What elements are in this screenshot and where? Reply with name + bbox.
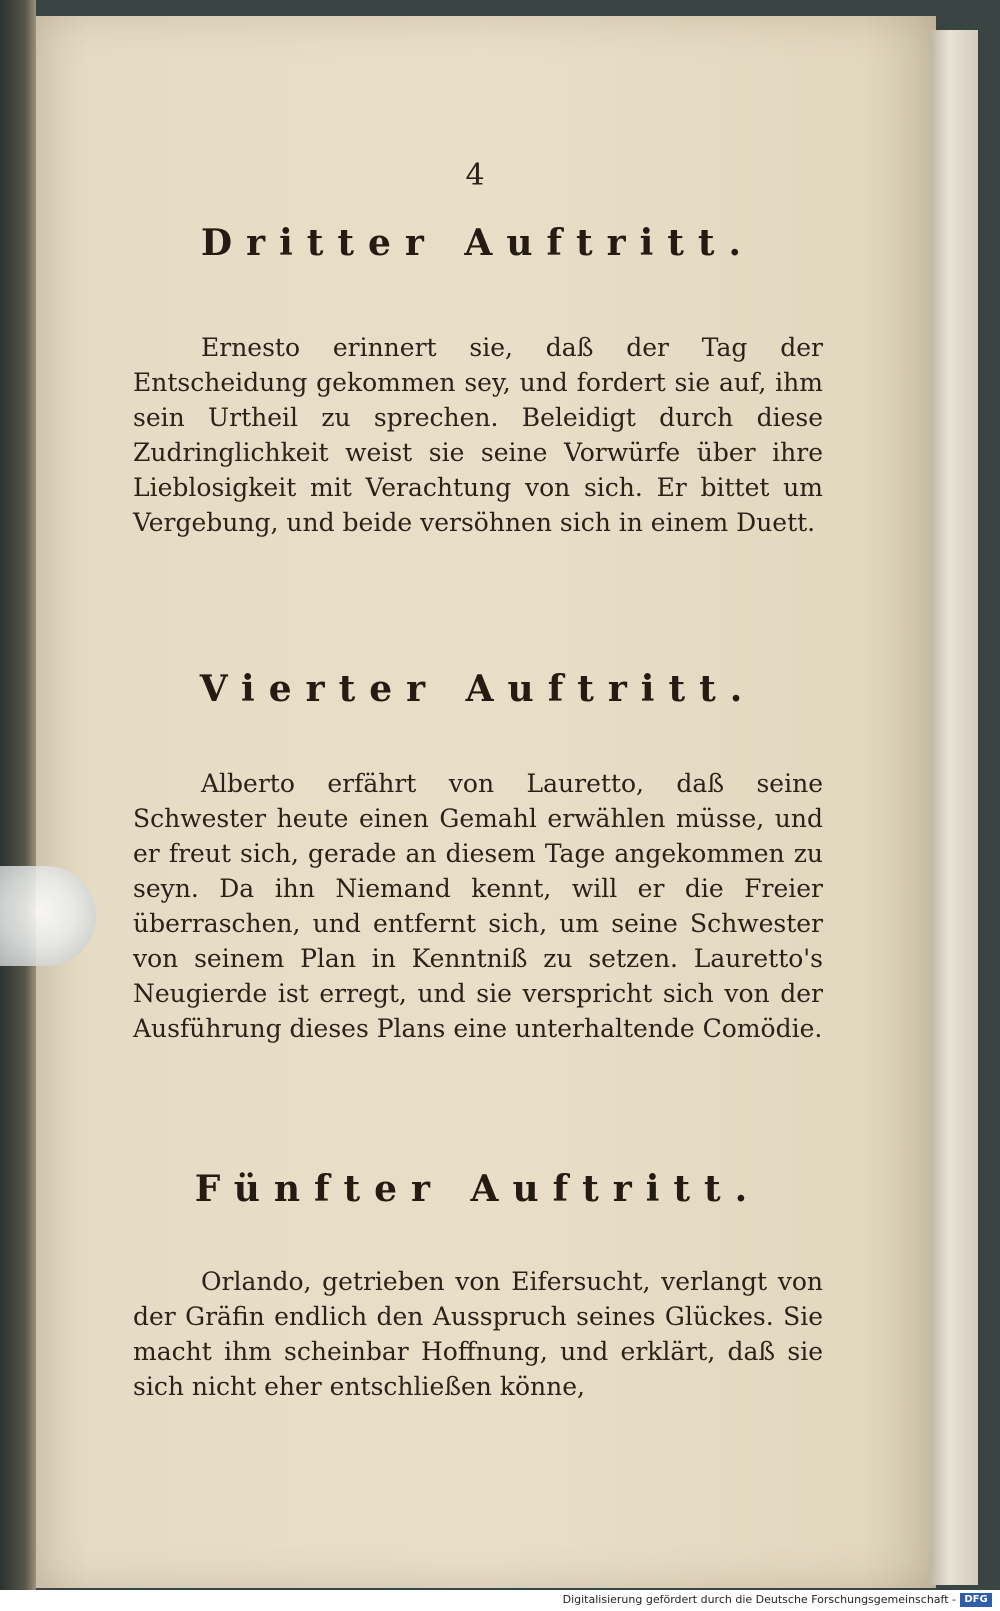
section-heading-dritter: Dritter Auftritt. (200, 222, 756, 264)
section-heading-fuenfter: Fünfter Auftritt. (194, 1168, 762, 1210)
section-text-fuenfter: Orlando, getrieben von Eifersucht, verlangt von der Gräfin endlich den Ausspruch seines Glückes. Sie macht ihm scheinbar Hoffnung, und erklärt, daß sie sich nicht eher entschließen könne, (133, 1267, 823, 1401)
section-text-vierter: Alberto erfährt von Lauretto, daß seine Schwester heute einen Gemahl erwählen müsse, und er freut sich, gerade an diesem Tage angekommen zu seyn. Da ihn Niemand kennt, will er die Freier überraschen, und entfernt sich, um seine Schwester von seinem Plan in Kenntniß zu setzen. Lauretto's Neugierde ist erregt, und sie verspricht sich von der Ausführung dieses Plans eine unterhaltende Comödie. (133, 769, 823, 1043)
footer-bar (0, 1590, 1000, 1611)
page-clip (0, 866, 96, 966)
footer-credit: Digitalisierung gefördert durch die Deutsche Forschungsgemeinschaft - (562, 1593, 956, 1606)
section-text-dritter: Ernesto erinnert sie, daß der Tag der Entscheidung gekommen sey, und fordert sie auf, ihm sein Urtheil zu sprechen. Beleidigt durch diese Zudringlichkeit weist sie seine Vorwürfe über ihre Lieblosigkeit mit Verachtung von sich. Er bittet um Vergebung, und beide versöhnen sich in einem Duett. (133, 333, 823, 537)
book-spine (0, 0, 36, 1590)
dfg-logo: DFG (960, 1593, 992, 1607)
section-heading-vierter: Vierter Auftritt. (199, 668, 757, 710)
page-number: 4 (465, 158, 485, 193)
page-edge (930, 30, 978, 1585)
